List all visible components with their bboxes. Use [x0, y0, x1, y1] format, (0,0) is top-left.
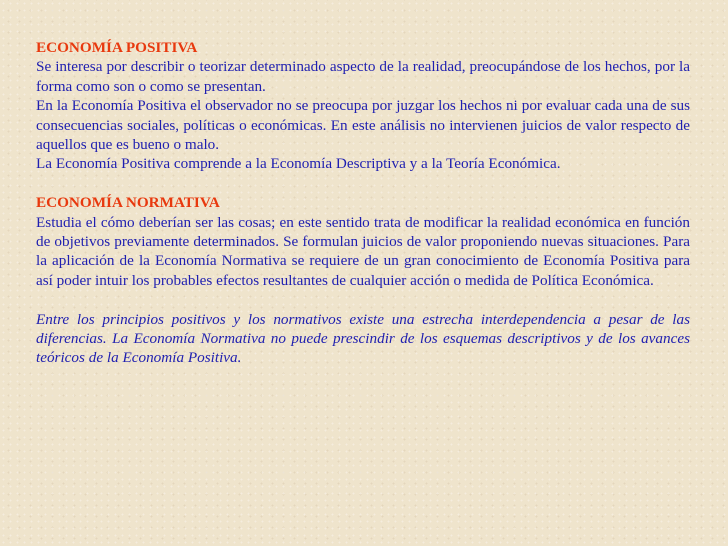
section-spacer: [36, 174, 690, 193]
heading-economia-positiva: ECONOMÍA POSITIVA: [36, 39, 198, 56]
paragraph-normativa-definition: Estudia el cómo deberían ser las cosas; en este sentido trata de modificar la realidad económica en función de objetivos previamente determinados. Se formulan juicios de valor proponiendo nuevas situaciones. Para la aplicación de la Economía Normativa se requiere de un gran conocimiento de Economía Positiva para así poder intuir los probables efectos resultantes de cualquier acción o medida de Política Económica.: [36, 213, 690, 289]
paragraph-conclusion: Entre los principios positivos y los normativos existe una estrecha interdependencia a pesar de las diferencias. La Economía Normativa no puede prescindir de los esquemas descriptivos y de los avances teóricos de la Economía Positiva.: [36, 310, 690, 367]
section-economia-normativa: [36, 193, 690, 290]
paragraph-positiva-definition: Se interesa por describir o teorizar determinado aspecto de la realidad, preocupándose de los hechos, por la forma como son o como se presentan.: [36, 58, 690, 95]
section-economia-positiva: [36, 38, 690, 174]
heading-economia-normativa: ECONOMÍA NORMATIVA: [36, 194, 220, 212]
slide-content: [36, 38, 690, 368]
section-conclusion: [36, 310, 690, 368]
section-spacer: [36, 290, 690, 309]
paragraph-positiva-observer: En la Economía Positiva el observador no se preocupa por juzgar los hechos ni por evaluar cada una de sus consecuencias sociales, políticas o económicas. En este análisis no intervienen juicios de valor respecto de aquellos que es bueno o malo.: [36, 97, 690, 154]
paragraph-positiva-scope: La Economía Positiva comprende a la Economía Descriptiva y a la Teoría Económica.: [36, 155, 561, 173]
